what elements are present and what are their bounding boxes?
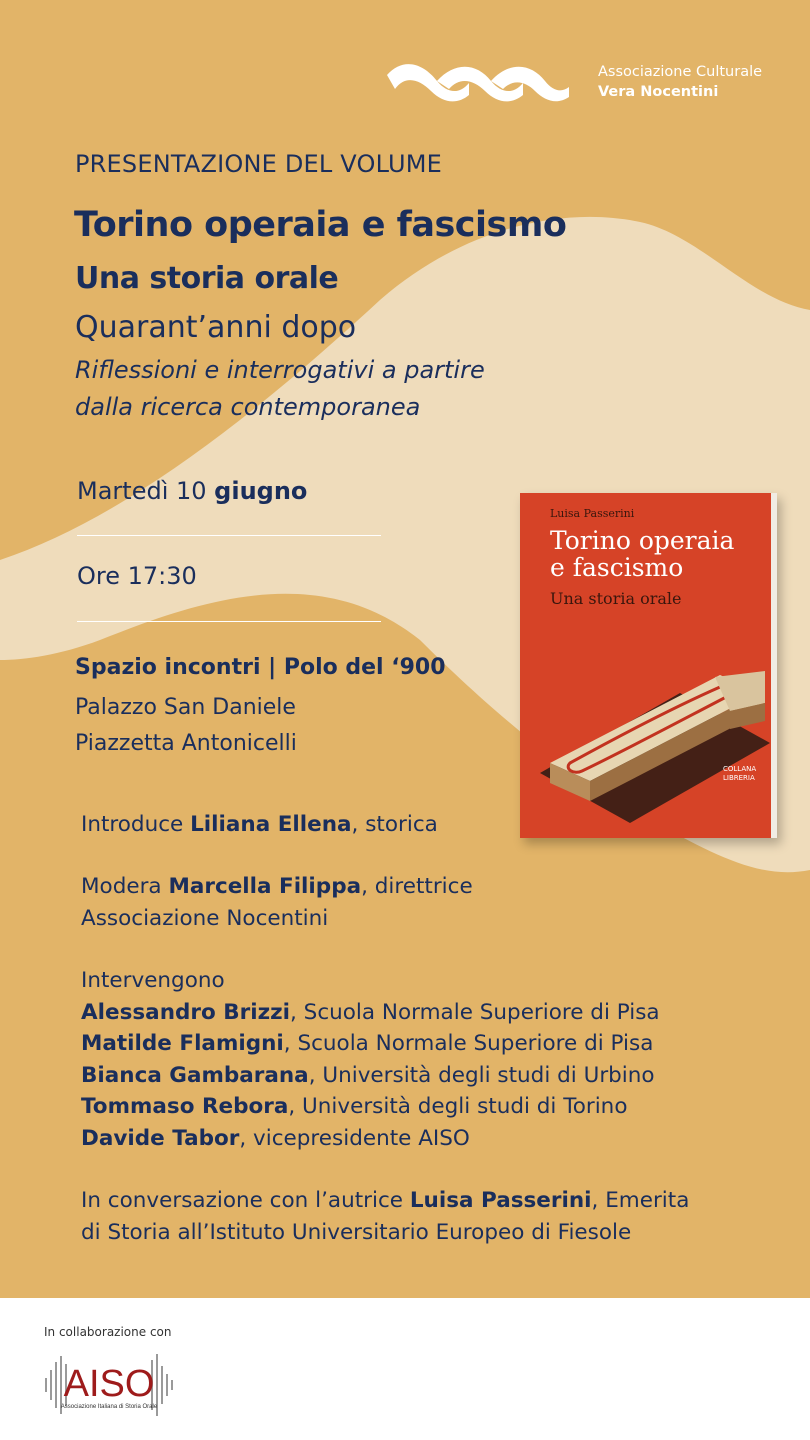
speaker-item [81, 1028, 660, 1060]
book-subtitle: Una storia orale [75, 261, 339, 296]
association-line1: Associazione Culturale [598, 64, 763, 80]
book-cover-author: Luisa Passerini [550, 507, 635, 520]
speaker-name: Tommaso Rebora [81, 1094, 289, 1119]
book-cover-title-line1: Torino operaia [550, 526, 735, 555]
speaker-item [81, 997, 660, 1029]
book-publisher: COLLANA LIBRERIA [723, 765, 757, 782]
description-line1: Riflessioni e interrogativi a partire [75, 356, 485, 384]
moderator-block [81, 871, 473, 934]
description-line2: dalla ricerca contemporanea [75, 393, 421, 421]
divider [77, 621, 381, 622]
conversation-label: In conversazione con l’autrice [81, 1188, 404, 1213]
speaker-name: Davide Tabor [81, 1125, 240, 1151]
moderator-label: Modera [81, 874, 162, 899]
address-line1: Palazzo San Daniele [75, 695, 296, 720]
speaker-affiliation: , Scuola Normale Superiore di Pisa [290, 999, 660, 1025]
date-month: giugno [214, 477, 308, 505]
speaker-item [81, 1060, 660, 1092]
event-address [75, 690, 297, 762]
book-cover-title [550, 527, 734, 581]
date-day: Martedì 10 [77, 477, 207, 505]
aiso-subtitle: Associazione Italiana di Storia Orale [60, 1404, 158, 1410]
speaker-affiliation: , vicepresidente AISO [239, 1125, 470, 1151]
event-time: Ore 17:30 [77, 562, 197, 590]
conversation-line [81, 1185, 689, 1217]
moderator-role-line2: Associazione Nocentini [81, 905, 329, 931]
event-description [75, 352, 485, 426]
book-title: Torino operaia e fascismo [74, 205, 567, 245]
speakers-block [81, 965, 660, 1154]
waves-logo-icon [385, 55, 585, 105]
conversation-block [81, 1185, 689, 1248]
book-page-edge [771, 493, 777, 838]
book-cover-title-line2: e fascismo [550, 553, 684, 582]
event-tagline: Quarant’anni dopo [75, 310, 357, 345]
event-venue: Spazio incontri | Polo del ‘900 [75, 655, 446, 680]
speaker-affiliation: , Università degli studi di Torino [288, 1094, 628, 1119]
factory-building-illustration [530, 663, 770, 823]
author-name: Luisa Passerini [409, 1188, 592, 1213]
address-line2: Piazzetta Antonicelli [75, 731, 297, 756]
speaker-affiliation: , Scuola Normale Superiore di Pisa [283, 1031, 654, 1056]
event-date [77, 477, 307, 505]
book-cover-image [520, 493, 777, 838]
speaker-name: Bianca Gambarana [81, 1062, 309, 1088]
introducer-role: , storica [351, 812, 438, 837]
speaker-name: Matilde Flamigni [81, 1031, 284, 1056]
speaker-affiliation: , Università degli studi di Urbino [308, 1062, 655, 1088]
association-name [598, 62, 762, 102]
introducer-line [81, 809, 438, 841]
speaker-item [81, 1091, 660, 1123]
aiso-wordmark: AISO [63, 1363, 155, 1405]
speaker-name: Alessandro Brizzi [81, 999, 291, 1025]
book-cover-subtitle: Una storia orale [550, 589, 682, 608]
moderator-line [81, 871, 473, 903]
collaboration-label: In collaborazione con [44, 1325, 172, 1339]
divider [77, 535, 381, 536]
aiso-logo [44, 1350, 174, 1420]
moderator-name: Marcella Filippa [168, 874, 362, 899]
introducer-label: Introduce [81, 812, 184, 837]
author-role-line2: di Storia all’Istituto Universitario Europeo di Fiesole [81, 1219, 632, 1245]
kicker-text: PRESENTAZIONE DEL VOLUME [75, 150, 442, 178]
moderator-role: , direttrice [361, 874, 473, 899]
introducer-name: Liliana Ellena [190, 812, 352, 837]
author-role: , Emerita [591, 1188, 690, 1213]
speakers-label: Intervengono [81, 968, 225, 993]
speaker-item [81, 1123, 660, 1155]
association-line2: Vera Nocentini [598, 84, 719, 100]
